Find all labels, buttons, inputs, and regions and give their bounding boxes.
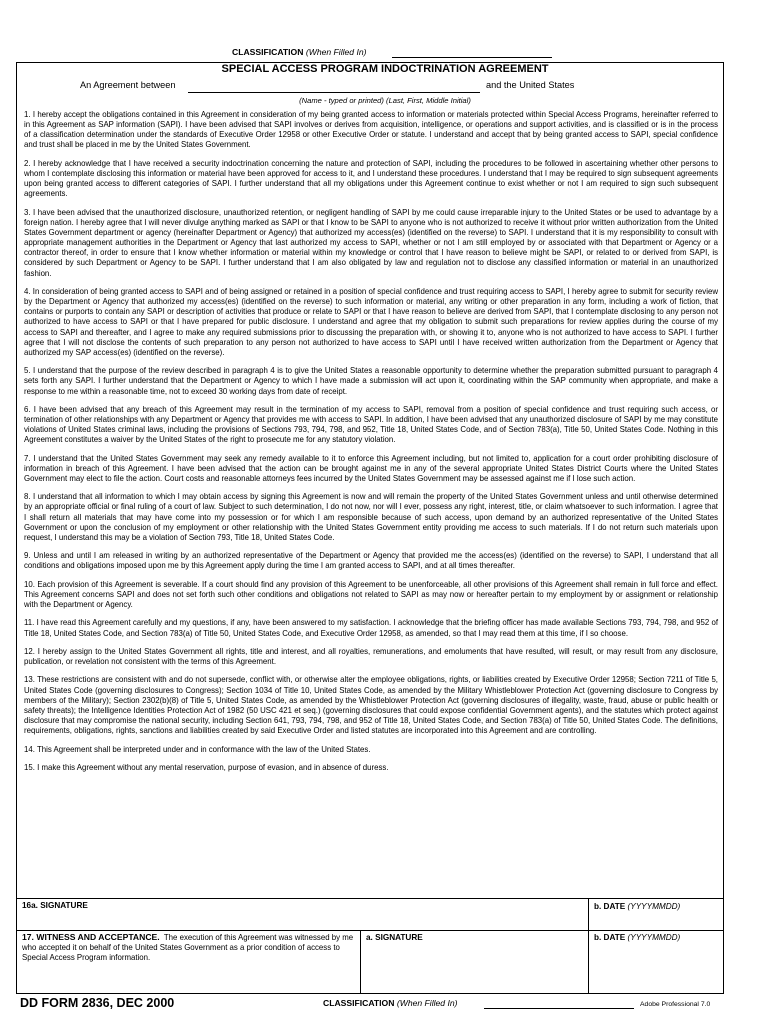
classification-note: (When Filled In)	[305, 47, 367, 57]
classification-label: CLASSIFICATION	[232, 47, 304, 57]
paragraph-15: 15. I make this Agreement without any mental reservation, purpose of evasion, and in absence of duress.	[24, 762, 389, 772]
paragraph-2: 2. I hereby acknowledge that I have received a security indoctrination concerning the nature and protection of SAPI, including the procedures to be followed in ascertaining whether other persons to whom I contemplate disclosing this information or material have been approved for access to it, and I understand these procedures. I understand that I may be required to sign subsequent agreements upon being granted access to different categories of SAPI. I further understand that all my obligations under this Agreement continue to exist whether or not I am required to sign such subsequent agreements.	[24, 158, 718, 199]
signature-17a-field[interactable]	[363, 945, 585, 991]
paragraph-4: 4. In consideration of being granted access to SAPI and of being assigned or retained in a position of special confidence and trust requiring access to SAPI, I hereby agree to submit for security review by the Department or Agency that authorized my access(es) (identified on the reverse) to such information or material, any writing or other preparation in any form, including a work of fiction, that contains or purports to contain any SAPI or description of activities that produce or relate to SAPI or that I have reason to believe are derived from SAPI, that I contemplate disclosing to any person not authorized to have access to SAPI or that I have prepared for public disclosure. I understand and agree that my obligation to submit such preparations for review applies during the course of my access to SAPI and thereafter, and I agree to make any required submissions prior to discussing the preparation with, or showing it to, anyone who is not authorized to have access to SAPI. I further agree that I will not disclose the contents of such preparation to any person not authorized to have access to SAPI until I have received written authorization from the Department or Agency that authorized my SAP access(es) (identified on the reverse).	[24, 286, 718, 357]
classification-header	[232, 47, 367, 57]
divider-16	[16, 898, 724, 899]
paragraph-3: 3. I have been advised that the unauthorized disclosure, unauthorized retention, or negligent handling of SAPI by me could cause irreparable injury to the United States or be used to advantage by a foreign nation. I hereby agree that I will never divulge anything marked as SAPI or that I know to be SAPI to anyone who is not authorized to receive it without prior written authorization from the United States Government department or agency (hereinafter Department or Agency) that authorized my access(es) (identified on the reverse) to SAPI. I understand that it is my responsibility to consult with appropriate management authorities in the Department or Agency that last authorized my access to SAPI, whether or not I am still employed by or associated with that Department or Agency or a contractor thereof, in order to ensure that I know whether information or material within my knowledge or control that I have reason to believe might be SAPI, or related to or derived from SAPI, is considered by such Department or Agency to be SAPI. I further understand that I am also obligated by law and regulation not to disclose any classified information or material in an unauthorized fashion.	[24, 207, 718, 278]
name-field[interactable]	[188, 92, 480, 93]
divider-date-column	[588, 898, 589, 994]
agreement-body	[24, 110, 718, 781]
witness-heading: 17. WITNESS AND ACCEPTANCE.	[22, 932, 160, 942]
date-17b-format: (YYYYMMDD)	[627, 933, 681, 942]
date-16b-field[interactable]	[592, 913, 720, 929]
date-16b-letter: b. DATE	[594, 902, 626, 911]
classification-footer-note: (When Filled In)	[396, 998, 458, 1008]
signature-16a-field[interactable]	[18, 912, 586, 929]
paragraph-10: 10. Each provision of this Agreement is severable. If a court should find any provision of this Agreement to be unenforceable, all other provisions of this Agreement shall remain in full force and effect. This Agreement concerns SAPI and does not set forth such other conditions and obligations not related to SAPI as may now or hereafter pertain to my employment by or assignment or relationship with the Department or Agency.	[24, 579, 718, 610]
divider-17	[16, 930, 724, 931]
date-17b-field[interactable]	[592, 945, 720, 991]
software-note: Adobe Professional 7.0	[640, 1001, 711, 1008]
agreement-between-label: An Agreement between	[80, 80, 176, 90]
signature-16a-label: 16a. SIGNATURE	[22, 901, 88, 910]
divider-witness-signature	[360, 930, 361, 994]
classification-field-bottom[interactable]	[484, 1008, 634, 1009]
witness-text: The execution of this Agreement was witnessed by me who accepted it on behalf of the United States Government as a prior condition of access to Special Access Program information.	[22, 933, 354, 962]
and-united-states-label: and the United States	[486, 80, 575, 90]
paragraph-9: 9. Unless and until I am released in writing by an authorized representative of the Department or Agency that provided me the access(es) (identified on the reverse) to SAPI, I understand that all conditions and obligations imposed upon me by this Agreement apply during the time I am granted access to SAPI, and at all times thereafter.	[24, 551, 718, 571]
date-16b-format: (YYYYMMDD)	[627, 902, 681, 911]
date-17b-letter: b. DATE	[594, 933, 626, 942]
paragraph-12: 12. I hereby assign to the United States Government all rights, title and interest, and all royalties, remunerations, and emoluments that have resulted, will result, or may result from any disclosure, publication, or revelation not consistent with the terms of this Agreement.	[24, 646, 718, 667]
paragraph-5: 5. I understand that the purpose of the review described in paragraph 4 is to give the United States a reasonable opportunity to determine whether the preparation submitted pursuant to paragraph 4 sets forth any SAPI. I further understand that the Department or Agency to which I have made a submission will act upon it, coordinating within the SAP community when appropriate, and make a response to me within a reasonable time, not to exceed 30 working days from date of receipt.	[24, 366, 718, 396]
name-hint: (Name - typed or printed) (Last, First, Middle Initial)	[299, 96, 471, 105]
paragraph-11: 11. I have read this Agreement carefully and my questions, if any, have been answered to my satisfaction. I acknowledge that the briefing officer has made available Sections 793, 794, 798, and 952 of Title 18, United States Code, and Section 783(a) of Title 50, United States Code, and Executive Order 12958, as amended, so that I may read them at this time, if I so choose.	[24, 618, 718, 638]
date-16b-label	[594, 902, 680, 911]
date-17b-label	[594, 933, 680, 942]
form-number: DD FORM 2836, DEC 2000	[20, 996, 175, 1010]
paragraph-14: 14. This Agreement shall be interpreted under and in conformance with the law of the United States.	[24, 744, 371, 754]
signature-17a-label: a. SIGNATURE	[366, 933, 423, 942]
paragraph-6: 6. I have been advised that any breach of this Agreement may result in the termination of my access to SAPI, removal from a position of special confidence and trust requiring such access, or termination of other relationships with any Department or Agency that provides me with access to SAPI. In addition, I have been advised that any unauthorized disclosure of SAPI by me may constitute violations of United States criminal laws, including the provisions of Sections 793, 794, 798, and 952, Title 18, United States Code, and of Section 783(a), Title 50, United States Code. Nothing in this Agreement constitutes a waiver by the United States of the right to prosecute me for any statutory violation.	[24, 404, 718, 445]
form-title: SPECIAL ACCESS PROGRAM INDOCTRINATION AGREEMENT	[221, 63, 549, 75]
paragraph-13: 13. These restrictions are consistent with and do not supersede, conflict with, or otherwise alter the employee obligations, rights, or liabilities created by Executive Order 12958; Section 7211 of Title 5, United States Code (governing disclosures to Congress); Section 1034 of Title 10, United States Code, as amended by the Military Whistleblower Protection Act (governing disclosure to Congress by members of the Military); Section 2302(b)(8) of Title 5, United States Code, as amended by the Whistleblower Protection Act (governing disclosures of illegality, waste, fraud, abuse or public health or safety threats); the Intelligence Identities Protection Act of 1982 (50 USC 421 et seq.) (governing disclosures that could expose confidential Government agents), and the statutes which protect against disclosure that may compromise the national security, including Section 641, 793, 794, 798, and 952 of Title 18, United States Code, and Section 783(a) of Title 50, United States Code. The definitions, requirements, obligations, rights, sanctions and liabilities created by said Executive Order and listed statutes are incorporated into this Agreement and are controlling.	[24, 675, 718, 736]
classification-field-top[interactable]	[392, 57, 552, 58]
classification-footer	[323, 998, 458, 1008]
paragraph-1: 1. I hereby accept the obligations contained in this Agreement in consideration of my being granted access to information or materials protected within Special Access Programs, hereinafter referred to in this Agreement as SAP information (SAPI). I have been advised that SAPI involves or derives from acquisition, intelligence, or operations and support activities, and is classified or is in the process of a classification determination under the standards of Executive Order 12958 or other Executive Order or statute. I understand and accept that by being granted access to SAPI, special confidence and trust shall be placed in me by the United States Government.	[24, 110, 718, 150]
witness-acceptance-label	[22, 932, 357, 963]
paragraph-7: 7. I understand that the United States Government may seek any remedy available to it to enforce this Agreement including, but not limited to, application for a court order prohibiting disclosure of information in breach of this Agreement. I have been advised that the action can be brought against me in any of the several appropriate United States District Courts where the United States Government may elect to file the action. Court costs and reasonable attorneys fees incurred by the United States Government may be assessed against me if I lose such action.	[24, 453, 718, 483]
paragraph-8: 8. I understand that all information to which I may obtain access by signing this Agreement is now and will remain the property of the United States Government unless and until otherwise determined by an appropriate official or final ruling of a court of law. Subject to such determination, I do not now, nor will I ever, possess any right, interest, title, or claim whatsoever to such information. I agree that I shall return all materials that may have come into my possession or for which I am responsible because of such access, upon demand by an authorized representative of the United States Government or upon the conclusion of my employment or other relationship with the United States Government entity providing me access to such materials. If I do not return such materials upon request, I understand this may be a violation of Section 793, Title 18, United States Code.	[24, 492, 718, 542]
classification-footer-label: CLASSIFICATION	[323, 998, 395, 1008]
